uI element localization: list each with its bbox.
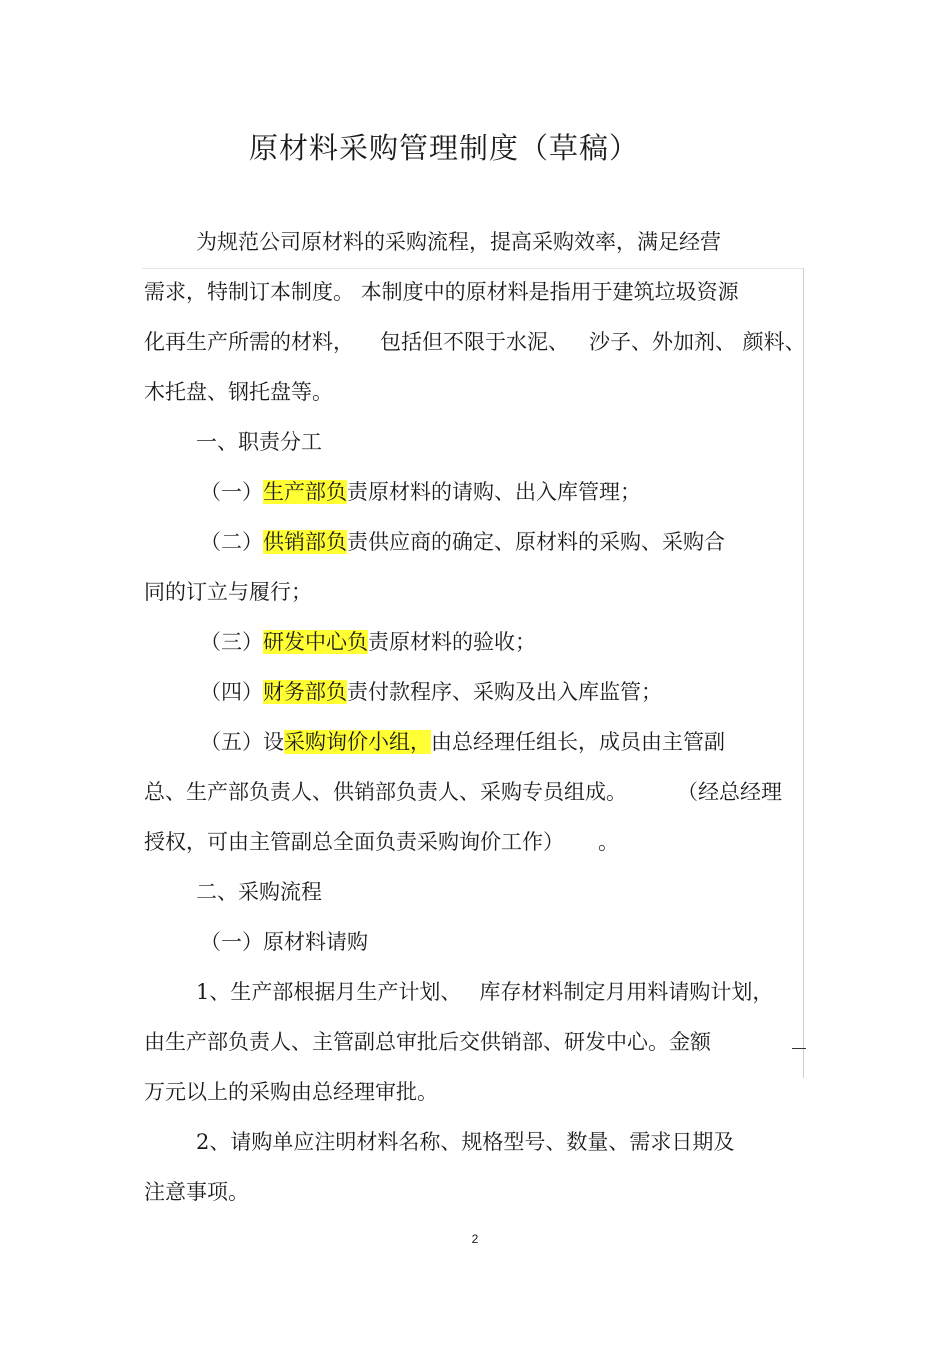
duty-item-4-prefix: （四） <box>200 680 263 704</box>
highlight-sales-dept: 供销部负 <box>263 530 347 554</box>
duty-item-2-cont: 同的订立与履行； <box>144 580 312 604</box>
duty-item-5 <box>200 727 725 757</box>
procedure-2-line-2: 注意事项。 <box>144 1180 249 1204</box>
duty-item-3-text: 责原材料的验收； <box>368 630 536 654</box>
highlight-finance-dept: 财务部负 <box>263 680 347 704</box>
duty-item-5-cont-2 <box>144 827 619 857</box>
duty-item-1 <box>200 477 641 507</box>
section-2-heading: 二、采购流程 <box>196 880 322 904</box>
duty-item-2-text: 责供应商的确定、原材料的采购、采购合 <box>347 530 725 554</box>
duty-item-4 <box>200 677 662 707</box>
intro-line-3-a: 化再生产所需的材料， <box>144 330 354 354</box>
intro-line-1: 为规范公司原材料的采购流程，提高采购效率，满足经营 <box>196 230 721 254</box>
duty-item-1-text: 责原材料的请购、出入库管理； <box>347 480 641 504</box>
duty-item-3-prefix: （三） <box>200 630 263 654</box>
procedure-1-line-1 <box>196 977 773 1007</box>
document-title: 原材料采购管理制度（草稿） <box>248 131 639 165</box>
margin-mark <box>792 1048 806 1049</box>
highlight-production-dept: 生产部负 <box>263 480 347 504</box>
intro-line-4: 木托盘、钢托盘等。 <box>144 380 333 404</box>
section-1-heading: 一、职责分工 <box>196 430 322 454</box>
procedure-2-line-1: 2、请购单应注明材料名称、规格型号、数量、需求日期及 <box>196 1130 735 1154</box>
duty-item-5-cont-1-a: 总、生产部负责人、供销部负责人、采购专员组成。 <box>144 780 627 804</box>
page-number: 2 <box>471 1232 479 1246</box>
intro-line-2: 需求，特制订本制度。 本制度中的原材料是指用于建筑垃圾资源 <box>144 280 739 304</box>
duty-item-2 <box>200 527 725 557</box>
duty-item-5-prefix: （五）设 <box>200 730 284 754</box>
procedure-1-part-a: 1、生产部根据月生产计划、 <box>196 980 462 1004</box>
intro-line-3-b: 包括但不限于水泥、 <box>380 330 569 354</box>
procedure-1-part-b: 库存材料制定月用料请购计划， <box>479 980 774 1004</box>
duty-item-5-cont-2-b: 。 <box>598 830 619 854</box>
duty-item-5-cont-1-b: （经总经理 <box>677 780 782 804</box>
intro-line-3-c: 沙子、外加剂、 颜料、 <box>589 330 806 354</box>
highlight-rd-center: 研发中心负 <box>263 630 368 654</box>
duty-item-5-cont-2-a: 授权，可由主管副总全面负责采购询价工作） <box>144 830 564 854</box>
subsection-requisition: （一）原材料请购 <box>200 930 368 954</box>
procedure-1-line-2: 由生产部负责人、主管副总审批后交供销部、研发中心。金额 <box>144 1030 711 1054</box>
highlight-inquiry-group: 采购询价小组， <box>284 730 431 754</box>
duty-item-3 <box>200 627 536 657</box>
frame-right-border <box>803 268 804 1078</box>
duty-item-5-text: 由总经理任组长，成员由主管副 <box>431 730 725 754</box>
procedure-1-line-3: 万元以上的采购由总经理审批。 <box>144 1080 438 1104</box>
duty-item-5-cont-1 <box>144 777 782 807</box>
intro-line-3 <box>144 327 806 357</box>
duty-item-4-text: 责付款程序、采购及出入库监管； <box>347 680 662 704</box>
duty-item-2-prefix: （二） <box>200 530 263 554</box>
duty-item-1-prefix: （一） <box>200 480 263 504</box>
